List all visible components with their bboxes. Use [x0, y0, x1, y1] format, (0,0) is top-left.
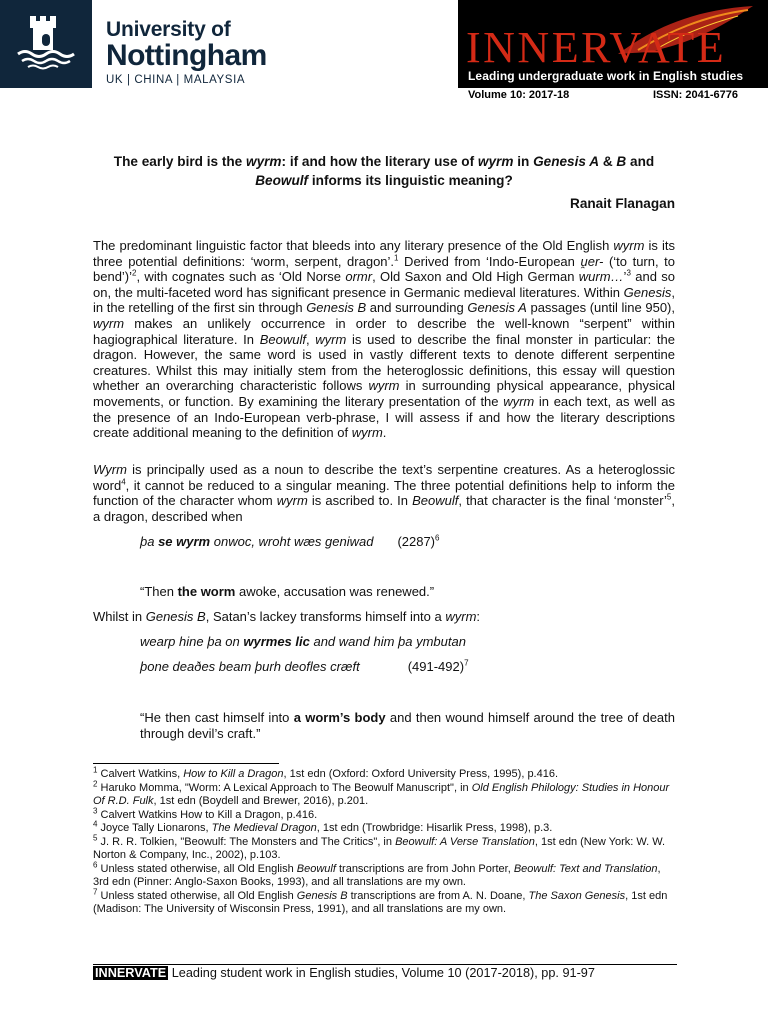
line-reference: $(491-492)^7$ — [407, 658, 469, 674]
issn-label: ISSN: 2041-6776 — [653, 89, 738, 101]
translation-quote: “Then the worm awoke, accusation was renewed.” — [140, 584, 435, 599]
university-campuses: UK | CHINA | MALAYSIA — [106, 74, 246, 86]
footnotes — [93, 765, 673, 917]
body-paragraph: Wyrm is principally used as a noun to describe the text’s serpentine creatures. As a heteroglossic word$^4$, it cannot be reduced to a singular meaning. The three potential definitions help to inform the function of the character whom wyrm is ascribed to. In Beowulf, that character is the final ‘monster’$^5$, a dragon, described when — [93, 462, 675, 524]
university-name-line2: Nottingham — [106, 39, 267, 72]
footnote: $^5$ J. R. R. Tolkien, "Beowulf: The Monsters and The Critics", in Beowulf: A Verse Translation, 1st edn (New York: W. W. Norton & Company, Inc., 2002), p.103. — [93, 832, 666, 861]
footnote: $^2$ Haruko Momma, "Worm: A Lexical Approach to The Beowulf Manuscript", in Old English Philology: Studies in Honour Of R.D. Fulk, 1st edn (Boydell and Brewer, 2016), p.201. — [93, 778, 670, 807]
footnote-divider — [93, 763, 279, 764]
line-reference: $(2287)^6$ — [397, 533, 440, 549]
body-line: Whilst in Genesis B, Satan’s lackey transforms himself into a wyrm: — [93, 609, 481, 624]
university-wordmark — [106, 18, 267, 89]
footnote: $^3$ Calvert Watkins How to Kill a Dragon, p.416. — [93, 805, 318, 821]
old-english-quote — [140, 534, 439, 550]
volume-label: Volume 10: 2017-18 — [468, 89, 570, 101]
journal-badge: INNERVATE — [95, 966, 167, 980]
body-paragraph: The predominant linguistic factor that bleeds into any literary presence of the Old English wyrm is its three potential definitions: ‘worm, serpent, dragon’.$^1$ Derived from ‘Indo-European u̯er- (‘to turn, to bend’)’$^2$, with cognates such as ‘Old Norse ormr, Old Saxon and Old High German wurm…’$^3$ and so on, the multi-faceted word has significant presence in Germanic medieval literatures. Within Genesis, in the retelling of the first sin through Genesis B and surrounding Genesis A passages (until line 950), wyrm makes an unlikely occurrence in order to describe the well-known “serpent” within hagiographical literature. In Beowulf, wyrm is used to describe the final monster in particular: the dragon. However, the same word is used in vastly different texts to denote different serpentine creatures. Whilst this may initially stem from the heteroglossic definitions, this essay will question whether an overarching characteristic follows wyrm in surrounding physical appearance, physical movements, or function. By examining the literary presentation of the wyrm in each text, as well as the presence of an Indo-European verb-phrase, I will assess if and how the literary descriptions create additional meaning to the definition of wyrm. — [93, 238, 676, 441]
article-title: The early bird is the wyrm: if and how the literary use of wyrm in Genesis A & B and Beowulf informs its linguistic meaning? — [113, 154, 655, 188]
footnote: $^1$ Calvert Watkins, How to Kill a Dragon, 1st edn (Oxford: Oxford University Press, 1995), p.416. — [93, 765, 559, 780]
old-english-quote: wearp hine þa on wyrmes lic and wand him þa ymbutan — [140, 634, 466, 649]
castle-crest-icon — [0, 0, 92, 88]
old-english-quote — [140, 659, 469, 675]
quote-line: þone deaðes beam þurh deofles cræft — [140, 659, 360, 674]
university-name-line1: University of — [106, 18, 231, 41]
journal-wordmark: INNERVATE — [466, 23, 727, 72]
quote-line: þa se wyrm onwoc, wroht wæs geniwad — [140, 534, 374, 549]
page-footer — [93, 964, 677, 980]
footnote: $^7$ Unless stated otherwise, all Old English Genesis B transcriptions are from A. N. Doane, The Saxon Genesis, 1st edn (Madison: The University of Wisconsin Press, 1991), and all translations are my own. — [93, 886, 668, 915]
university-crest-logo — [0, 0, 92, 88]
journal-tagline: Leading undergraduate work in English studies — [468, 69, 744, 83]
footer-text: Leading student work in English studies, Volume 10 (2017-2018), pp. 91-97 — [168, 966, 595, 980]
footnote: $^4$ Joyce Tally Lionarons, The Medieval Dragon, 1st edn (Trowbridge: Hisarlik Press, 1998), p.3. — [93, 819, 553, 834]
article-author: Ranait Flanagan — [570, 196, 675, 211]
footnote-marker: 7 — [464, 658, 469, 668]
translation-quote: “He then cast himself into a worm’s body and then wound himself around the tree of death through devil’s craft.” — [140, 710, 676, 741]
footnote-marker: 6 — [435, 533, 440, 543]
footnote: $^6$ Unless stated otherwise, all Old English Beowulf transcriptions are from John Porter, Beowulf: Text and Translation, 3rd edn (Pinner: Anglo-Saxon Books, 1993), and all translations are my own. — [93, 859, 661, 888]
innervate-banner — [458, 0, 768, 88]
